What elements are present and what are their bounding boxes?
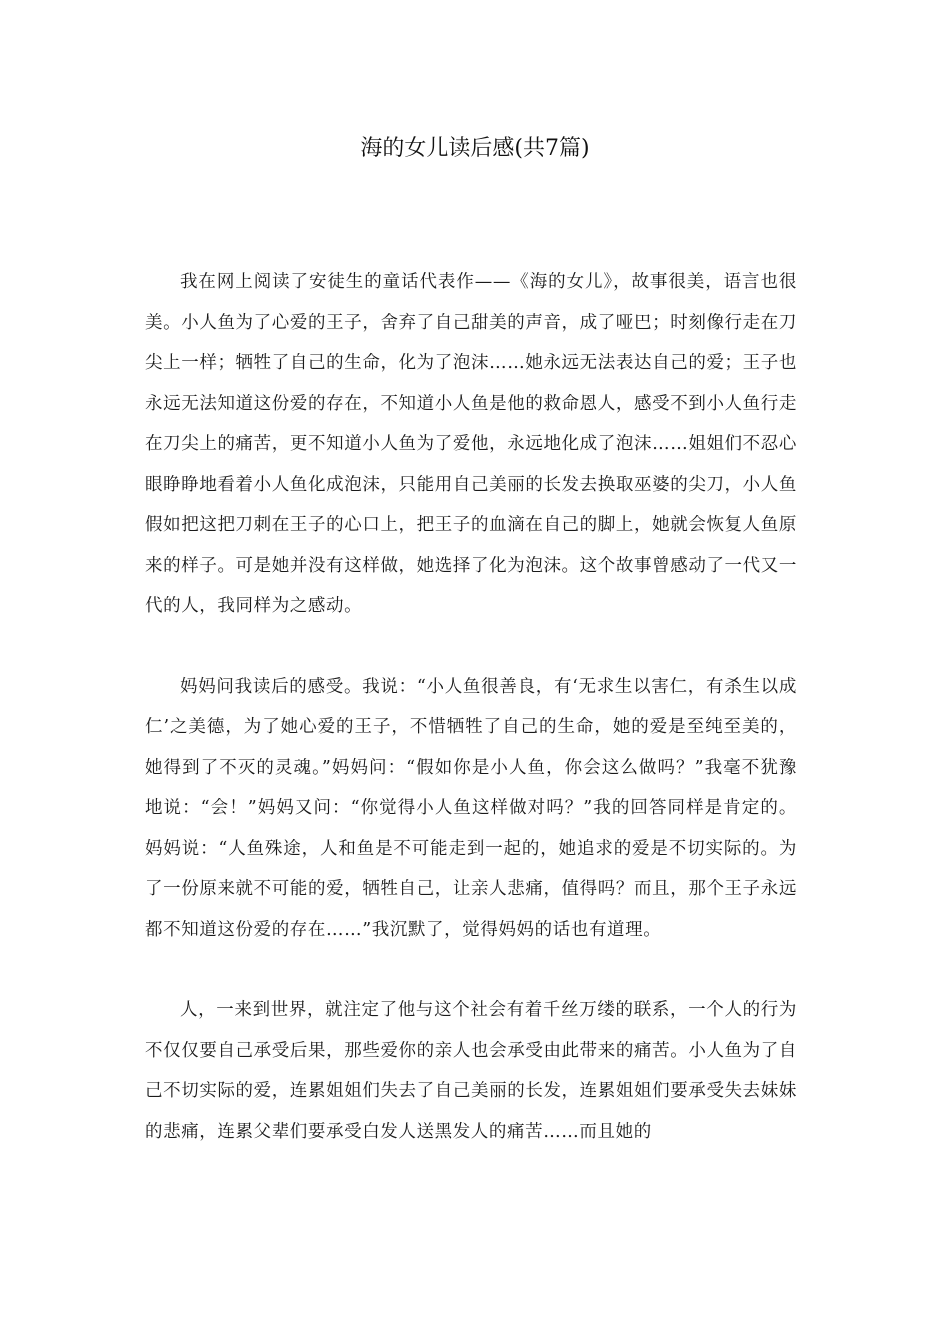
paragraph-3: 人，一来到世界，就注定了他与这个社会有着千丝万缕的联系，一个人的行为不仅仅要自己承受后果，那些爱你的亲人也会承受由此带来的痛苦。小人鱼为了自己不切实际的爱，连累姐姐们失去了自己美丽的长发，连累姐姐们要承受失去妹妹的悲痛，连累父辈们要承受白发人送黑发人的痛苦……而且她的 xyxy=(145,1000,797,1142)
paragraph-2: 妈妈问我读后的感受。我说：“小人鱼很善良，有‘无求生以害仁，有杀生以成仁’之美德，为了她心爱的王子，不惜牺牲了自己的生命，她的爱是至纯至美的，她得到了不灭的灵魂。”妈妈问：“假如你是小人鱼，你会这么做吗？”我毫不犹豫地说：“会！”妈妈又问：“你觉得小人鱼这样做对吗？”我的回答同样是肯定的。妈妈说：“人鱼殊途，人和鱼是不可能走到一起的，她追求的爱是不切实际的。为了一份原来就不可能的爱，牺牲自己，让亲人悲痛，值得吗？而且，那个王子永远都不知道这份爱的存在……”我沉默了，觉得妈妈的话也有道理。 xyxy=(145,676,797,940)
paragraph-1: 我在网上阅读了安徒生的童话代表作——《海的女儿》，故事很美，语言也很美。小人鱼为了心爱的王子，舍弃了自己甜美的声音，成了哑巴；时刻像行走在刀尖上一样；牺牲了自己的生命，化为了泡沫……她永远无法表达自己的爱；王子也永远无法知道这份爱的存在，不知道小人鱼是他的救命恩人，感受不到小人鱼行走在刀尖上的痛苦，更不知道小人鱼为了爱他，永远地化成了泡沫……姐姐们不忍心眼睁睁地看着小人鱼化成泡沫，只能用自己美丽的长发去换取巫婆的尖刀，小人鱼假如把这把刀刺在王子的心口上，把王子的血滴在自己的脚上，她就会恢复人鱼原来的样子。可是她并没有这样做，她选择了化为泡沫。这个故事曾感动了一代又一代的人，我同样为之感动。 xyxy=(145,272,797,616)
document-body xyxy=(145,262,797,1152)
document-title: 海的女儿读后感(共7篇) xyxy=(360,136,590,161)
